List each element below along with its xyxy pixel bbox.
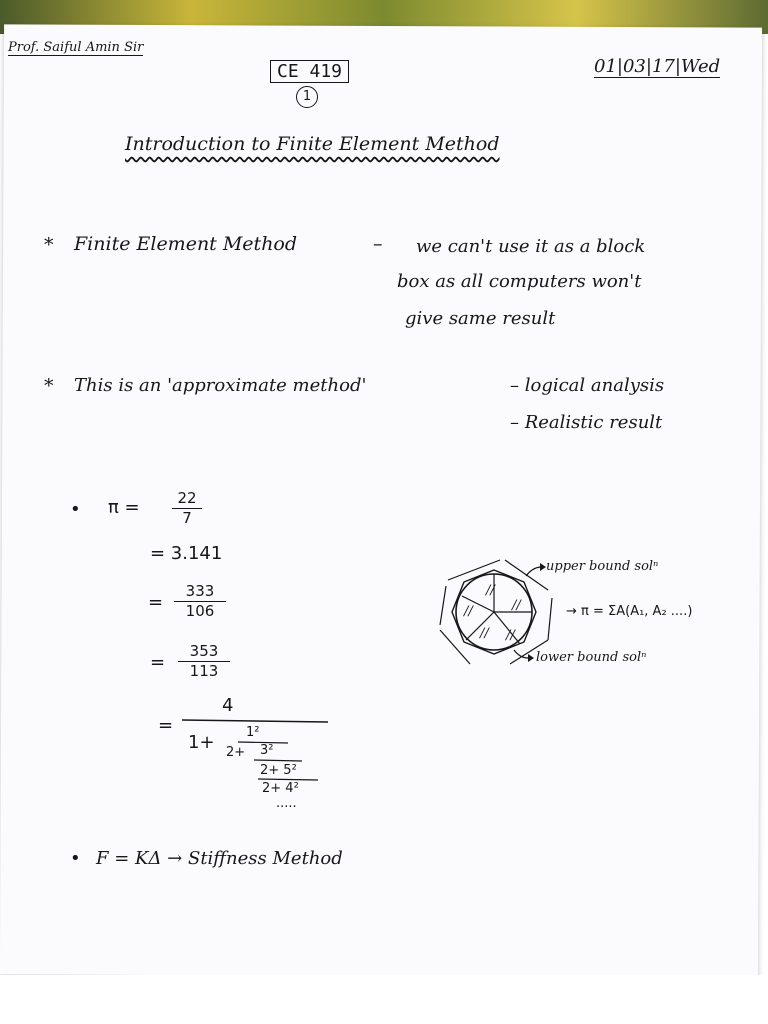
page-title: Introduction to Finite Element Method: [125, 133, 500, 155]
tick-mark: //: [486, 583, 495, 598]
denominator: 113: [189, 662, 219, 680]
author-name: Prof. Saiful Amin Sir: [8, 40, 144, 55]
stiffness-method: F = KΔ → Stiffness Method: [96, 848, 343, 869]
star-bullet: *: [44, 234, 54, 256]
numerator: 333: [185, 582, 215, 600]
equals-sign: =: [150, 652, 166, 673]
cf-numerator: 4: [222, 695, 234, 716]
lower-bound-label: lower bound solⁿ: [536, 650, 647, 665]
denominator: 7: [182, 509, 192, 527]
star-bullet: *: [44, 375, 54, 397]
cf-dots: .....: [276, 796, 297, 811]
equals-sign: =: [148, 592, 164, 613]
cf-num-1: 1²: [246, 725, 260, 740]
equals-sign: =: [158, 715, 174, 736]
tick-mark: //: [464, 604, 473, 619]
upper-bound-label: upper bound solⁿ: [546, 559, 659, 574]
pi-area-formula: → π = ΣA(A₁, A₂ ....): [566, 604, 693, 619]
course-code: CE 419: [270, 60, 349, 83]
cf-term-3: 2+ 5²: [260, 763, 297, 778]
dot-bullet: •: [70, 848, 81, 869]
pi-symbol: π =: [108, 497, 140, 518]
cf-num-2: 3²: [260, 743, 274, 758]
page-number: 1: [296, 86, 318, 108]
dot-bullet: •: [70, 499, 81, 520]
fem-line-2: box as all computers won't: [397, 271, 642, 292]
approx-point-2: – Realistic result: [510, 412, 663, 433]
cf-term-1: 1+: [188, 732, 215, 753]
tick-mark: //: [480, 626, 489, 641]
date: 01|03|17|Wed: [594, 56, 721, 77]
cf-term-4: 2+ 4²: [262, 781, 299, 796]
pi-decimal: = 3.141: [150, 543, 223, 564]
fem-line-3: give same result: [405, 308, 556, 329]
cf-term-2: 2+: [226, 745, 246, 760]
approx-point-1: – logical analysis: [510, 375, 665, 396]
numerator: 22: [177, 489, 197, 507]
approx-text: This is an 'approximate method': [74, 375, 367, 396]
denominator: 106: [185, 602, 215, 620]
fem-term: Finite Element Method: [74, 233, 298, 255]
fem-dash: –: [373, 233, 383, 255]
background-bottom: [0, 975, 768, 1024]
tick-mark: //: [512, 598, 521, 613]
fem-line-1: we can't use it as a block: [416, 236, 646, 257]
numerator: 353: [189, 642, 219, 660]
tick-mark: //: [506, 628, 515, 643]
